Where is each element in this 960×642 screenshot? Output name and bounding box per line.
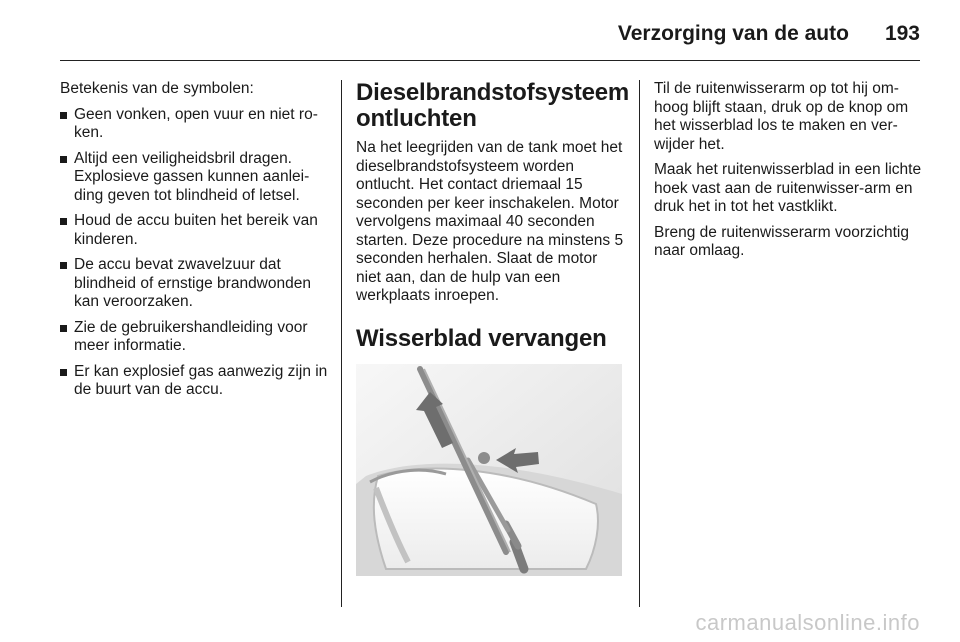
wiper-blade-illustration	[356, 364, 622, 576]
left-column	[60, 80, 328, 407]
list-item: Geen vonken, open vuur en niet ro-ken.	[60, 106, 328, 143]
wiper-step-2: Maak het ruitenwisserblad in een lichte hoek vast aan de ruitenwisser-arm en druk het in tot het vastklikt.	[654, 161, 922, 215]
bullet-icon	[60, 218, 67, 225]
list-item: De accu bevat zwavelzuur dat blindheid of ernstige brandwonden kan veroorzaken.	[60, 256, 328, 312]
wiper-step-1: Til de ruitenwisserarm op tot hij om-hoog blijft staan, druk op de knop om het wisserblad los te maken en ver-wijder het.	[654, 80, 909, 153]
list-item: Altijd een veiligheidsbril dragen. Explosieve gassen kunnen aanlei-ding geven tot blindheid of letsel.	[60, 150, 328, 206]
column-divider-1	[341, 80, 342, 607]
list-item: Zie de gebruikershandleiding voor meer informatie.	[60, 319, 328, 356]
bullet-icon	[60, 156, 67, 163]
bullet-icon	[60, 325, 67, 332]
watermark: carmanualsonline.info	[695, 610, 920, 635]
page-header	[618, 22, 920, 46]
section-heading-wiper: Wisserblad vervangen	[356, 324, 607, 352]
section-heading-diesel: Dieselbrandstofsysteem ontluchten	[356, 79, 630, 132]
page-title: Verzorging van de auto	[617, 22, 849, 45]
bullet-icon	[60, 262, 67, 269]
list-item: Er kan explosief gas aanwezig zijn in de buurt van de accu.	[60, 363, 328, 400]
symbols-intro: Betekenis van de symbolen:	[60, 80, 254, 97]
page-number: 193	[884, 22, 920, 45]
header-divider	[60, 60, 920, 61]
column-divider-2	[639, 80, 640, 607]
bullet-icon	[60, 112, 67, 119]
wiper-illustration-icon	[356, 364, 622, 576]
diesel-paragraph: Na het leegrijden van de tank moet het dieselbrandstofsysteem worden ontlucht. Het contact driemaal 15 seconden per keer inschakelen. Motor vervolgens maximaal 40 seconden starten. Deze procedure na minstens 5 seconden herhalen. Slaat de motor niet aan, dan de hulp van een werkplaats inroepen.	[356, 139, 624, 304]
right-column	[654, 80, 924, 268]
bullet-icon	[60, 369, 67, 376]
wiper-step-3: Breng de ruitenwisserarm voorzichtig naar omlaag.	[654, 223, 909, 259]
list-item: Houd de accu buiten het bereik van kinderen.	[60, 212, 328, 249]
middle-column	[356, 79, 630, 576]
symbol-list	[60, 106, 328, 400]
